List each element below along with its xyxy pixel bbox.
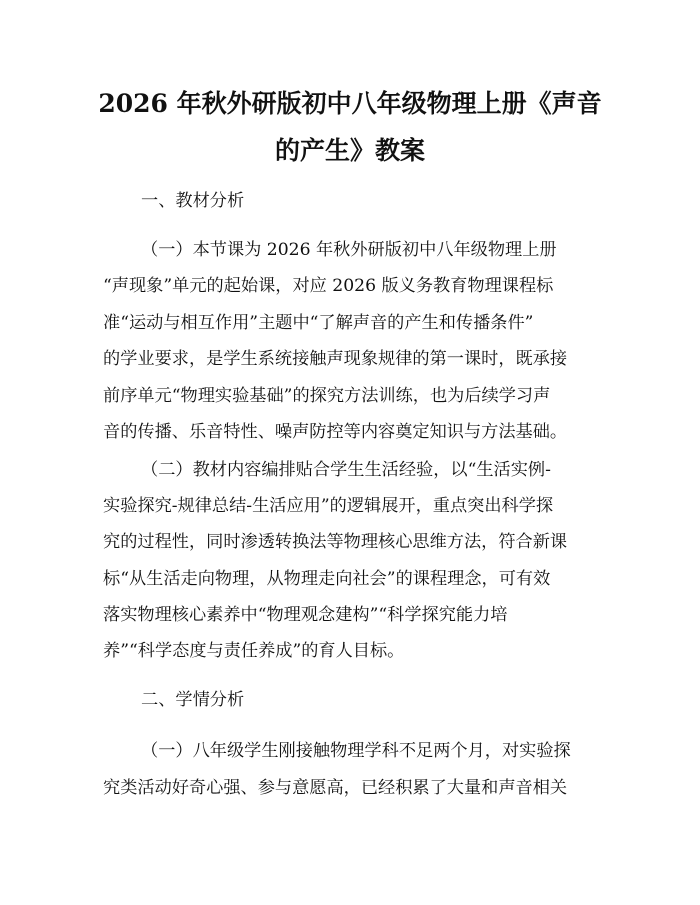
paragraph-line: 音的传播、乐音特性、噪声防控等内容奠定知识与方法基础。 — [103, 422, 568, 442]
paragraph-line: 前序单元“物理实验基础”的探究方法训练，也为后续学习声 — [103, 386, 551, 406]
paragraph-line: （二）教材内容编排贴合学生生活经验，以“生活实例- — [141, 460, 551, 480]
paragraph-line: （一）八年级学生刚接触物理学科不足两个月，对实验探 — [141, 741, 571, 761]
paragraph-line: 准“运动与相互作用”主题中“了解声音的产生和传播条件” — [103, 313, 534, 333]
paragraph-line: 究类活动好奇心强、参与意愿高，已经积累了大量和声音相关 — [103, 778, 568, 798]
paragraph-line: 究的过程性，同时渗透转换法等物理核心思维方法，符合新课 — [103, 532, 568, 552]
section-heading-teaching-material: 一、教材分析 — [141, 191, 245, 211]
document-title-line-2: 的产生》教案 — [274, 136, 425, 165]
paragraph-line: 的学业要求，是学生系统接触声现象规律的第一课时，既承接 — [103, 349, 568, 369]
section-heading-student-analysis: 二、学情分析 — [141, 690, 245, 710]
paragraph-line: （一）本节课为 2026 年秋外研版初中八年级物理上册 — [141, 240, 557, 260]
paragraph-line: “声现象”单元的起始课，对应 2026 版义务教育物理课程标 — [103, 276, 554, 296]
paragraph-line: 实验探究-规律总结-生活应用”的逻辑展开，重点突出科学探 — [103, 496, 554, 516]
document-title-line-1: 2026 年秋外研版初中八年级物理上册《声音 — [98, 89, 602, 118]
paragraph-line: 落实物理核心素养中“物理观念建构”“科学探究能力培 — [103, 605, 508, 625]
paragraph-line: 标“从生活走向物理，从物理走向社会”的课程理念，可有效 — [103, 569, 551, 589]
paragraph-line: 养”“科学态度与责任养成”的育人目标。 — [103, 641, 405, 661]
